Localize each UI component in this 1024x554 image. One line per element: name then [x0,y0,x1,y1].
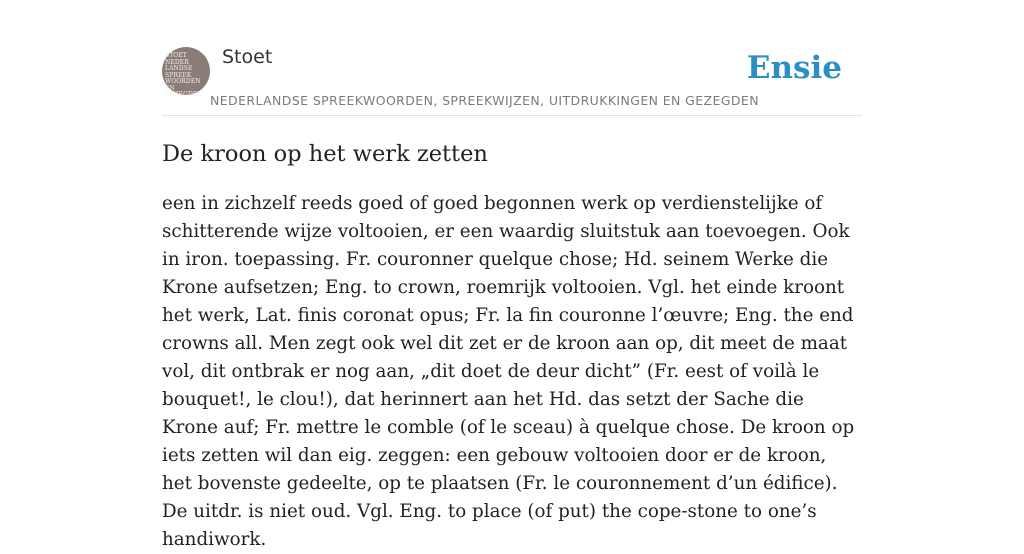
article-body: een in zichzelf reeds goed of goed begonnen werk op verdienstelijke of schitterende wijze voltooien, er een waardig sluitstuk aan toevoegen. Ook in iron. toepassing. Fr. couronner quelque chose; Hd. seinem Werke die Krone aufsetzen; Eng. to crown, roemrijk voltooien. Vgl. het einde kroont het werk, Lat. finis coronat opus; Fr. la fin couronne l’œuvre; Eng. the end crowns all. Men zegt ook wel dit zet er de kroon aan op, dit meet de maat vol, dit ontbrak er nog aan, „dit doet de deur dicht” (Fr. eest of voilà le bouquet!, le clou!), dat herinnert aan het Hd. das setzt der Sache die Krone auf; Fr. mettre le comble (of le sceau) à quelque chose. De kroon op iets zetten wil dan eig. zeggen: een gebouw voltooien door er de kroon, het bovenste gedeelte, op te plaatsen (Fr. le couronnement d’un édifice). De uitdr. is niet oud. Vgl. Eng. to place (of put) the cope-stone to one’s handiwork. [162,193,855,550]
ensie-logo[interactable]: Ensie [746,50,842,86]
source-subtitle: NEDERLANDSE SPREEKWOORDEN, SPREEKWIJZEN, UITDRUKKINGEN EN GEZEGDEN [210,93,759,108]
source-header [162,0,862,116]
source-name[interactable]: Stoet [222,46,273,68]
article-title: De kroon op het werk zetten [162,141,488,167]
source-avatar[interactable] [162,47,210,98]
avatar-cover-text: STOET NEDER LANDSE SPREEK WOORDEN EN GEZEGDEN [165,52,203,98]
article [162,138,862,554]
